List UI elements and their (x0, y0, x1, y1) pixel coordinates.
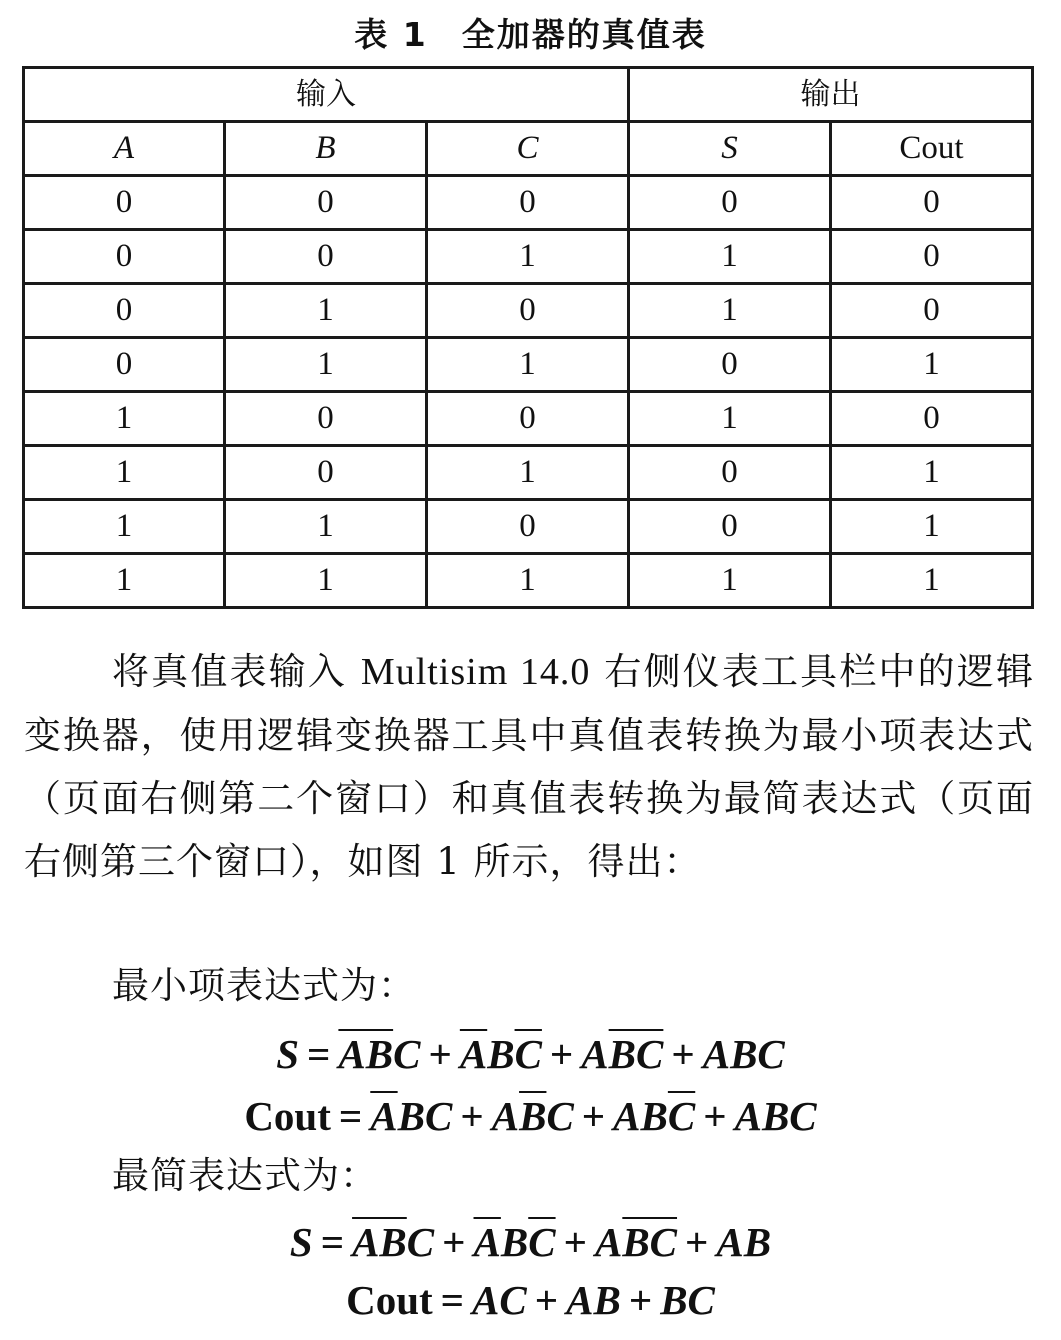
equation-term (474, 1219, 556, 1265)
table-cell: 0 (24, 284, 225, 338)
equation-lhs: S (289, 1219, 313, 1265)
software-name: Multisim 14.0 (360, 651, 591, 693)
table-cell: 1 (629, 230, 831, 284)
equals-sign: = (338, 1093, 363, 1139)
term-plain-part: BC (397, 1093, 453, 1139)
term-plain-part: A (491, 1093, 520, 1139)
table-cell: 1 (831, 554, 1033, 608)
table-cell: 0 (24, 338, 225, 392)
term-plain-part: BC (660, 1277, 715, 1323)
term-plain-part: A (594, 1219, 623, 1265)
table-row (24, 554, 1033, 608)
table-cell: 0 (427, 176, 629, 230)
term-plain-part: B (487, 1031, 515, 1077)
table-cell: 0 (24, 176, 225, 230)
table-cell: 0 (831, 176, 1033, 230)
table-cell: 1 (629, 284, 831, 338)
table-caption (0, 10, 1061, 60)
column-header-row (24, 122, 1033, 176)
term-complement-part: $\overline{A}$ (473, 1219, 501, 1265)
truth-table (22, 66, 1034, 609)
table-cell: 1 (24, 500, 225, 554)
term-complement-part: $\overline{AB}$ (352, 1219, 407, 1265)
table-cell: 1 (427, 554, 629, 608)
equation-term (735, 1093, 817, 1139)
table-row (24, 338, 1033, 392)
term-complement-part: $\overline{A}$ (370, 1093, 398, 1139)
table-cell: 1 (427, 338, 629, 392)
term-plain-part: ABC (702, 1031, 785, 1077)
table-cell: 1 (427, 230, 629, 284)
table-cell: 1 (24, 392, 225, 446)
table-cell: 0 (427, 500, 629, 554)
table-cell: 1 (24, 554, 225, 608)
table-cell: 1 (831, 500, 1033, 554)
plus-sign: + (549, 1031, 574, 1077)
equation-term (581, 1031, 663, 1077)
table-cell: 0 (629, 500, 831, 554)
plus-sign: + (534, 1277, 559, 1323)
col-header-cout: Cout (831, 122, 1033, 176)
plus-sign: + (442, 1219, 466, 1265)
table-cell: 0 (225, 392, 427, 446)
group-output-header: 输出 (629, 68, 1033, 122)
plus-sign: + (581, 1093, 606, 1139)
equation-term (352, 1219, 434, 1265)
group-header-row (24, 68, 1033, 122)
term-complement-part: $\overline{B}$ (519, 1093, 547, 1139)
term-plain-part: B (500, 1219, 529, 1265)
table-cell: 0 (629, 446, 831, 500)
table-row (24, 446, 1033, 500)
term-plain-part: A (581, 1031, 609, 1077)
term-plain-part: AB (613, 1093, 668, 1139)
table-cell: 1 (24, 446, 225, 500)
equation-term (703, 1031, 785, 1077)
col-header-s: S (629, 122, 831, 176)
table-cell: 0 (427, 284, 629, 338)
table-cell: 1 (629, 554, 831, 608)
table-cell: 1 (225, 500, 427, 554)
term-plain-part: C (406, 1219, 435, 1265)
equation-s-minterm (0, 1024, 1061, 1084)
paragraph-text-2: 右侧仪表工具栏中的逻辑变换器，使用逻辑变换器工具中真值表转换为最小项表达式（页面右侧第二个窗口）和真值表转换为最简表达式（页面右侧第三个窗口），如图 1 所示，得出： (24, 650, 1034, 883)
col-header-a: A (24, 122, 225, 176)
equation-term (492, 1093, 574, 1139)
table-cell: 0 (427, 392, 629, 446)
table-cell: 0 (831, 392, 1033, 446)
equation-lhs: S (276, 1031, 300, 1077)
term-plain-part: C (393, 1031, 421, 1077)
term-complement-part: $\overline{C}$ (528, 1219, 556, 1265)
table-number: 表 1 (354, 15, 428, 54)
equation-term (716, 1219, 771, 1265)
table-cell: 1 (831, 338, 1033, 392)
term-complement-part: $\overline{C}$ (514, 1031, 542, 1077)
table-cell: 1 (225, 284, 427, 338)
plus-sign: + (460, 1093, 484, 1139)
plus-sign: + (628, 1277, 653, 1323)
equation-cout-minterm (0, 1086, 1061, 1146)
paragraph-text-1: 将真值表输入 (112, 650, 361, 693)
term-plain-part: AB (716, 1219, 772, 1265)
term-complement-part: $\overline{C}$ (667, 1093, 696, 1139)
term-complement-part: $\overline{A}$ (459, 1031, 488, 1077)
table-row (24, 392, 1033, 446)
table-cell: 0 (225, 176, 427, 230)
plus-sign: + (703, 1093, 727, 1139)
table-row (24, 284, 1033, 338)
table-cell: 0 (831, 284, 1033, 338)
plus-sign: + (671, 1031, 695, 1077)
plus-sign: + (685, 1219, 709, 1265)
equation-lhs: Cout (244, 1093, 331, 1139)
equals-sign: = (320, 1219, 345, 1265)
equation-term (566, 1277, 621, 1323)
term-plain-part: AB (566, 1277, 621, 1323)
minterm-label: 最小项表达式为： (112, 964, 416, 1007)
table-cell: 0 (225, 446, 427, 500)
table-row (24, 500, 1033, 554)
term-complement-part: $\overline{BC}$ (608, 1031, 664, 1077)
equation-term (472, 1277, 527, 1323)
equals-sign: = (440, 1277, 465, 1323)
equation-term (370, 1093, 452, 1139)
plus-sign: + (563, 1219, 587, 1265)
term-plain-part: C (546, 1093, 574, 1139)
group-input-header: 输入 (24, 68, 629, 122)
plus-sign: + (428, 1031, 452, 1077)
term-complement-part: $\overline{BC}$ (622, 1219, 678, 1265)
table-cell: 0 (629, 338, 831, 392)
col-header-b: B (225, 122, 427, 176)
body-paragraph (24, 640, 1034, 893)
table-cell: 1 (427, 446, 629, 500)
table-cell: 1 (225, 554, 427, 608)
equation-cout-simplest (0, 1270, 1061, 1330)
table-cell: 0 (831, 230, 1033, 284)
table-cell: 0 (24, 230, 225, 284)
equation-term (660, 1277, 715, 1323)
term-complement-part: $\overline{AB}$ (338, 1031, 394, 1077)
equation-term (338, 1031, 420, 1077)
simplest-label: 最简表达式为： (112, 1154, 378, 1197)
equation-lhs: Cout (346, 1277, 433, 1323)
table-cell: 1 (831, 446, 1033, 500)
table-cell: 0 (629, 176, 831, 230)
term-plain-part: AC (472, 1277, 527, 1323)
col-header-c: C (427, 122, 629, 176)
equation-term (595, 1219, 677, 1265)
table-title: 全加器的真值表 (461, 15, 707, 54)
term-plain-part: ABC (734, 1093, 817, 1139)
truth-table-body (24, 176, 1033, 608)
table-cell: 0 (225, 230, 427, 284)
table-row (24, 176, 1033, 230)
table-cell: 1 (225, 338, 427, 392)
table-row (24, 230, 1033, 284)
equation-term (613, 1093, 695, 1139)
equals-sign: = (307, 1031, 331, 1077)
equation-term (460, 1031, 542, 1077)
table-cell: 1 (629, 392, 831, 446)
equation-s-simplest (0, 1212, 1061, 1272)
